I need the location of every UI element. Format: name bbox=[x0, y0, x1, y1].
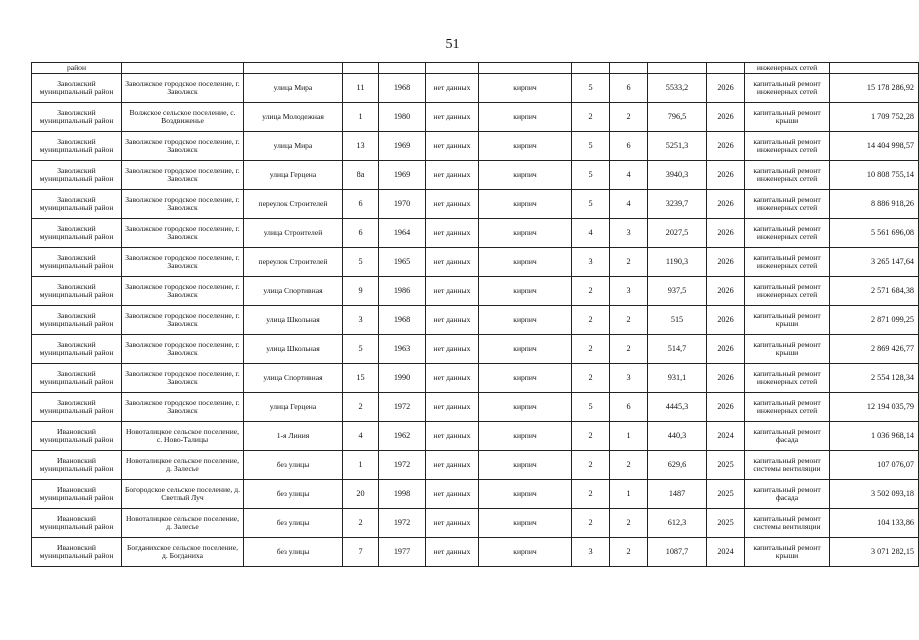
table-row bbox=[32, 306, 919, 335]
area-cell: 1487 bbox=[648, 480, 707, 509]
wall-material-cell: кирпич bbox=[479, 306, 572, 335]
floors-cell: 5 bbox=[572, 393, 610, 422]
house-number-cell: 4 bbox=[343, 422, 379, 451]
entrances-cell: 2 bbox=[610, 306, 648, 335]
wall-material-cell: кирпич bbox=[479, 393, 572, 422]
area-cell: 2027,5 bbox=[648, 219, 707, 248]
district-cell: Заволжский муниципальный район bbox=[32, 161, 122, 190]
district-cell: Заволжский муниципальный район bbox=[32, 393, 122, 422]
status-cell: нет данных bbox=[426, 422, 479, 451]
status-cell: нет данных bbox=[426, 161, 479, 190]
status-cell: нет данных bbox=[426, 364, 479, 393]
wall-material-cell: кирпич bbox=[479, 190, 572, 219]
table-row bbox=[32, 74, 919, 103]
table-row bbox=[32, 509, 919, 538]
area-cell: 796,5 bbox=[648, 103, 707, 132]
settlement-cell: Новоталицкое сельское поселение, с. Ново-Талицы bbox=[122, 422, 244, 451]
work-type-cell: капитальный ремонт инженерных сетей bbox=[745, 277, 830, 306]
work-type-cell: капитальный ремонт инженерных сетей bbox=[745, 132, 830, 161]
status-cell: нет данных bbox=[426, 248, 479, 277]
settlement-cell: Волжское сельское поселение, с. Воздвиженье bbox=[122, 103, 244, 132]
status-cell: нет данных bbox=[426, 335, 479, 364]
build-year-cell: 1969 bbox=[379, 161, 426, 190]
cost-cell: 15 178 286,92 bbox=[830, 74, 919, 103]
continuation-row bbox=[32, 63, 919, 74]
work-type-cell: капитальный ремонт инженерных сетей bbox=[745, 219, 830, 248]
house-number-cell: 15 bbox=[343, 364, 379, 393]
street-cell: улица Строителей bbox=[244, 219, 343, 248]
district-cell: Заволжский муниципальный район bbox=[32, 219, 122, 248]
floors-cell: 5 bbox=[572, 161, 610, 190]
cost-cell: 12 194 035,79 bbox=[830, 393, 919, 422]
district-cell: Заволжский муниципальный район bbox=[32, 306, 122, 335]
area-cell: 629,6 bbox=[648, 451, 707, 480]
status-cell: нет данных bbox=[426, 190, 479, 219]
entrances-cell: 1 bbox=[610, 480, 648, 509]
street-cell: улица Спортивная bbox=[244, 277, 343, 306]
district-cell: Заволжский муниципальный район bbox=[32, 335, 122, 364]
build-year-cell: 1962 bbox=[379, 422, 426, 451]
build-year-cell: 1970 bbox=[379, 190, 426, 219]
table-row bbox=[32, 161, 919, 190]
entrances-cell: 6 bbox=[610, 393, 648, 422]
build-year-cell: 1998 bbox=[379, 480, 426, 509]
entrances-cell: 2 bbox=[610, 103, 648, 132]
table-row bbox=[32, 480, 919, 509]
cost-cell: 14 404 998,57 bbox=[830, 132, 919, 161]
build-year-cell: 1972 bbox=[379, 451, 426, 480]
work-type-cell: капитальный ремонт инженерных сетей bbox=[745, 364, 830, 393]
work-type-cell: капитальный ремонт крыши bbox=[745, 538, 830, 567]
cost-cell: 8 886 918,26 bbox=[830, 190, 919, 219]
plan-year-cell: 2026 bbox=[707, 219, 745, 248]
area-cell: 937,5 bbox=[648, 277, 707, 306]
status-cell: нет данных bbox=[426, 306, 479, 335]
table-row bbox=[32, 277, 919, 306]
street-cell: переулок Строителей bbox=[244, 190, 343, 219]
build-year-cell: 1972 bbox=[379, 509, 426, 538]
work-type-cell: капитальный ремонт инженерных сетей bbox=[745, 161, 830, 190]
district-cell: Заволжский муниципальный район bbox=[32, 103, 122, 132]
table-row bbox=[32, 190, 919, 219]
settlement-cell: Заволжское городское поселение, г. Заволжск bbox=[122, 364, 244, 393]
settlement-cell: Новоталицкое сельское поселение, д. Залесье bbox=[122, 451, 244, 480]
area-cell: 931,1 bbox=[648, 364, 707, 393]
work-type-cell: капитальный ремонт фасада bbox=[745, 422, 830, 451]
street-cell: улица Мира bbox=[244, 74, 343, 103]
house-number-cell: 7 bbox=[343, 538, 379, 567]
table-row bbox=[32, 422, 919, 451]
plan-year-cell: 2026 bbox=[707, 364, 745, 393]
table-row bbox=[32, 364, 919, 393]
floors-cell: 2 bbox=[572, 364, 610, 393]
cost-cell: 1 709 752,28 bbox=[830, 103, 919, 132]
house-number-cell: 6 bbox=[343, 219, 379, 248]
build-year-cell: 1963 bbox=[379, 335, 426, 364]
cost-cell: 3 502 093,18 bbox=[830, 480, 919, 509]
area-cell: 3940,3 bbox=[648, 161, 707, 190]
settlement-cell: Заволжское городское поселение, г. Заволжск bbox=[122, 132, 244, 161]
plan-year-cell: 2026 bbox=[707, 277, 745, 306]
entrances-cell: 6 bbox=[610, 132, 648, 161]
work-type-cell: капитальный ремонт крыши bbox=[745, 306, 830, 335]
plan-year-cell: 2026 bbox=[707, 74, 745, 103]
work-type-cell: капитальный ремонт инженерных сетей bbox=[745, 190, 830, 219]
street-cell: переулок Строителей bbox=[244, 248, 343, 277]
status-cell: нет данных bbox=[426, 480, 479, 509]
work-type-cell: капитальный ремонт инженерных сетей bbox=[745, 393, 830, 422]
status-cell: нет данных bbox=[426, 103, 479, 132]
settlement-cell: Богородское сельское поселение, д. Светлый Луч bbox=[122, 480, 244, 509]
settlement-cell: Заволжское городское поселение, г. Заволжск bbox=[122, 161, 244, 190]
street-cell: улица Герцена bbox=[244, 393, 343, 422]
page-number: 51 bbox=[445, 37, 460, 52]
wall-material-cell: кирпич bbox=[479, 248, 572, 277]
entrances-cell: 2 bbox=[610, 248, 648, 277]
build-year-cell: 1990 bbox=[379, 364, 426, 393]
house-number-cell: 11 bbox=[343, 74, 379, 103]
work-type-cell: капитальный ремонт системы вентиляции bbox=[745, 509, 830, 538]
area-cell: 5533,2 bbox=[648, 74, 707, 103]
wall-material-cell: кирпич bbox=[479, 277, 572, 306]
status-cell: нет данных bbox=[426, 509, 479, 538]
settlement-cell: Заволжское городское поселение, г. Заволжск bbox=[122, 335, 244, 364]
status-cell: нет данных bbox=[426, 277, 479, 306]
table-row bbox=[32, 219, 919, 248]
area-cell: 612,3 bbox=[648, 509, 707, 538]
floors-cell: 2 bbox=[572, 422, 610, 451]
street-cell: без улицы bbox=[244, 451, 343, 480]
area-cell: 3239,7 bbox=[648, 190, 707, 219]
floors-cell: 2 bbox=[572, 277, 610, 306]
settlement-cell: Заволжское городское поселение, г. Заволжск bbox=[122, 74, 244, 103]
table-row bbox=[32, 538, 919, 567]
work-type-cell: капитальный ремонт крыши bbox=[745, 335, 830, 364]
settlement-cell: Богданихское сельское поселение, д. Богданиха bbox=[122, 538, 244, 567]
entrances-cell: 2 bbox=[610, 335, 648, 364]
build-year-cell: 1977 bbox=[379, 538, 426, 567]
street-cell: без улицы bbox=[244, 538, 343, 567]
floors-cell: 2 bbox=[572, 451, 610, 480]
wall-material-cell: кирпич bbox=[479, 335, 572, 364]
table-row bbox=[32, 103, 919, 132]
cost-cell: 2 871 099,25 bbox=[830, 306, 919, 335]
entrances-cell: 6 bbox=[610, 74, 648, 103]
build-year-cell: 1965 bbox=[379, 248, 426, 277]
plan-year-cell: 2026 bbox=[707, 248, 745, 277]
area-cell: 440,3 bbox=[648, 422, 707, 451]
floors-cell: 3 bbox=[572, 538, 610, 567]
table-row bbox=[32, 132, 919, 161]
house-number-cell: 5 bbox=[343, 335, 379, 364]
district-cell: Заволжский муниципальный район bbox=[32, 277, 122, 306]
entrances-cell: 2 bbox=[610, 509, 648, 538]
housing-repair-table bbox=[31, 62, 919, 567]
work-type-cell: капитальный ремонт системы вентиляции bbox=[745, 451, 830, 480]
district-cell: Заволжский муниципальный район bbox=[32, 248, 122, 277]
house-number-cell: 13 bbox=[343, 132, 379, 161]
house-number-cell: 8а bbox=[343, 161, 379, 190]
street-cell: улица Мира bbox=[244, 132, 343, 161]
cost-cell: 2 869 426,77 bbox=[830, 335, 919, 364]
plan-year-cell: 2026 bbox=[707, 132, 745, 161]
entrances-cell: 1 bbox=[610, 422, 648, 451]
wall-material-cell: кирпич bbox=[479, 219, 572, 248]
floors-cell: 2 bbox=[572, 509, 610, 538]
area-cell: 5251,3 bbox=[648, 132, 707, 161]
house-number-cell: 2 bbox=[343, 393, 379, 422]
build-year-cell: 1980 bbox=[379, 103, 426, 132]
house-number-cell: 1 bbox=[343, 103, 379, 132]
entrances-cell: 2 bbox=[610, 538, 648, 567]
cost-cell: 2 571 684,38 bbox=[830, 277, 919, 306]
wall-material-cell: кирпич bbox=[479, 74, 572, 103]
wall-material-cell: кирпич bbox=[479, 509, 572, 538]
street-cell: улица Молодежная bbox=[244, 103, 343, 132]
work-type-cell: капитальный ремонт крыши bbox=[745, 103, 830, 132]
table-row bbox=[32, 248, 919, 277]
street-cell: улица Спортивная bbox=[244, 364, 343, 393]
settlement-cell: Заволжское городское поселение, г. Заволжск bbox=[122, 219, 244, 248]
cost-cell: 10 808 755,14 bbox=[830, 161, 919, 190]
floors-cell: 2 bbox=[572, 306, 610, 335]
street-cell: 1-я Линия bbox=[244, 422, 343, 451]
status-cell: нет данных bbox=[426, 74, 479, 103]
street-cell: улица Школьная bbox=[244, 306, 343, 335]
plan-year-cell: 2026 bbox=[707, 335, 745, 364]
status-cell: нет данных bbox=[426, 538, 479, 567]
wall-material-cell: кирпич bbox=[479, 480, 572, 509]
plan-year-cell: 2025 bbox=[707, 509, 745, 538]
house-number-cell: 2 bbox=[343, 509, 379, 538]
house-number-cell: 9 bbox=[343, 277, 379, 306]
table-row bbox=[32, 393, 919, 422]
status-cell: нет данных bbox=[426, 451, 479, 480]
wall-material-cell: кирпич bbox=[479, 364, 572, 393]
floors-cell: 3 bbox=[572, 248, 610, 277]
cost-cell: 3 071 282,15 bbox=[830, 538, 919, 567]
table-row bbox=[32, 335, 919, 364]
area-cell: 515 bbox=[648, 306, 707, 335]
floors-cell: 5 bbox=[572, 190, 610, 219]
work-type-cell: капитальный ремонт фасада bbox=[745, 480, 830, 509]
entrances-cell: 2 bbox=[610, 451, 648, 480]
wall-material-cell: кирпич bbox=[479, 132, 572, 161]
district-cell: Ивановский муниципальный район bbox=[32, 480, 122, 509]
district-cell: Ивановский муниципальный район bbox=[32, 422, 122, 451]
status-cell: нет данных bbox=[426, 393, 479, 422]
cost-cell: 107 076,07 bbox=[830, 451, 919, 480]
work-type-cell: капитальный ремонт инженерных сетей bbox=[745, 74, 830, 103]
district-cell: район bbox=[32, 63, 122, 74]
house-number-cell: 3 bbox=[343, 306, 379, 335]
district-cell: Заволжский муниципальный район bbox=[32, 132, 122, 161]
wall-material-cell: кирпич bbox=[479, 161, 572, 190]
plan-year-cell: 2026 bbox=[707, 306, 745, 335]
plan-year-cell: 2024 bbox=[707, 422, 745, 451]
cost-cell: 5 561 696,08 bbox=[830, 219, 919, 248]
street-cell: без улицы bbox=[244, 480, 343, 509]
settlement-cell: Заволжское городское поселение, г. Заволжск bbox=[122, 248, 244, 277]
wall-material-cell: кирпич bbox=[479, 538, 572, 567]
plan-year-cell: 2026 bbox=[707, 393, 745, 422]
build-year-cell: 1968 bbox=[379, 74, 426, 103]
street-cell: улица Герцена bbox=[244, 161, 343, 190]
district-cell: Заволжский муниципальный район bbox=[32, 190, 122, 219]
build-year-cell: 1968 bbox=[379, 306, 426, 335]
house-number-cell: 20 bbox=[343, 480, 379, 509]
entrances-cell: 4 bbox=[610, 161, 648, 190]
house-number-cell: 1 bbox=[343, 451, 379, 480]
area-cell: 1190,3 bbox=[648, 248, 707, 277]
cost-cell: 1 036 968,14 bbox=[830, 422, 919, 451]
build-year-cell: 1986 bbox=[379, 277, 426, 306]
entrances-cell: 3 bbox=[610, 364, 648, 393]
plan-year-cell: 2024 bbox=[707, 538, 745, 567]
build-year-cell: 1969 bbox=[379, 132, 426, 161]
table-row bbox=[32, 451, 919, 480]
district-cell: Ивановский муниципальный район bbox=[32, 451, 122, 480]
floors-cell: 5 bbox=[572, 74, 610, 103]
street-cell: без улицы bbox=[244, 509, 343, 538]
cost-cell: 2 554 128,34 bbox=[830, 364, 919, 393]
district-cell: Заволжский муниципальный район bbox=[32, 74, 122, 103]
plan-year-cell: 2025 bbox=[707, 451, 745, 480]
settlement-cell: Новоталицкое сельское поселение, д. Залесье bbox=[122, 509, 244, 538]
settlement-cell: Заволжское городское поселение, г. Заволжск bbox=[122, 306, 244, 335]
floors-cell: 2 bbox=[572, 480, 610, 509]
floors-cell: 2 bbox=[572, 103, 610, 132]
settlement-cell: Заволжское городское поселение, г. Заволжск bbox=[122, 393, 244, 422]
area-cell: 4445,3 bbox=[648, 393, 707, 422]
plan-year-cell: 2026 bbox=[707, 190, 745, 219]
work-cell: инженерных сетей bbox=[745, 63, 830, 74]
build-year-cell: 1964 bbox=[379, 219, 426, 248]
settlement-cell: Заволжское городское поселение, г. Заволжск bbox=[122, 190, 244, 219]
floors-cell: 2 bbox=[572, 335, 610, 364]
wall-material-cell: кирпич bbox=[479, 451, 572, 480]
floors-cell: 4 bbox=[572, 219, 610, 248]
cost-cell: 104 133,86 bbox=[830, 509, 919, 538]
street-cell: улица Школьная bbox=[244, 335, 343, 364]
entrances-cell: 3 bbox=[610, 219, 648, 248]
district-cell: Ивановский муниципальный район bbox=[32, 538, 122, 567]
area-cell: 514,7 bbox=[648, 335, 707, 364]
plan-year-cell: 2026 bbox=[707, 103, 745, 132]
house-number-cell: 6 bbox=[343, 190, 379, 219]
settlement-cell: Заволжское городское поселение, г. Заволжск bbox=[122, 277, 244, 306]
wall-material-cell: кирпич bbox=[479, 422, 572, 451]
build-year-cell: 1972 bbox=[379, 393, 426, 422]
house-number-cell: 5 bbox=[343, 248, 379, 277]
entrances-cell: 3 bbox=[610, 277, 648, 306]
status-cell: нет данных bbox=[426, 132, 479, 161]
cost-cell: 3 265 147,64 bbox=[830, 248, 919, 277]
floors-cell: 5 bbox=[572, 132, 610, 161]
district-cell: Ивановский муниципальный район bbox=[32, 509, 122, 538]
entrances-cell: 4 bbox=[610, 190, 648, 219]
area-cell: 1087,7 bbox=[648, 538, 707, 567]
district-cell: Заволжский муниципальный район bbox=[32, 364, 122, 393]
plan-year-cell: 2025 bbox=[707, 480, 745, 509]
work-type-cell: капитальный ремонт инженерных сетей bbox=[745, 248, 830, 277]
plan-year-cell: 2026 bbox=[707, 161, 745, 190]
wall-material-cell: кирпич bbox=[479, 103, 572, 132]
status-cell: нет данных bbox=[426, 219, 479, 248]
